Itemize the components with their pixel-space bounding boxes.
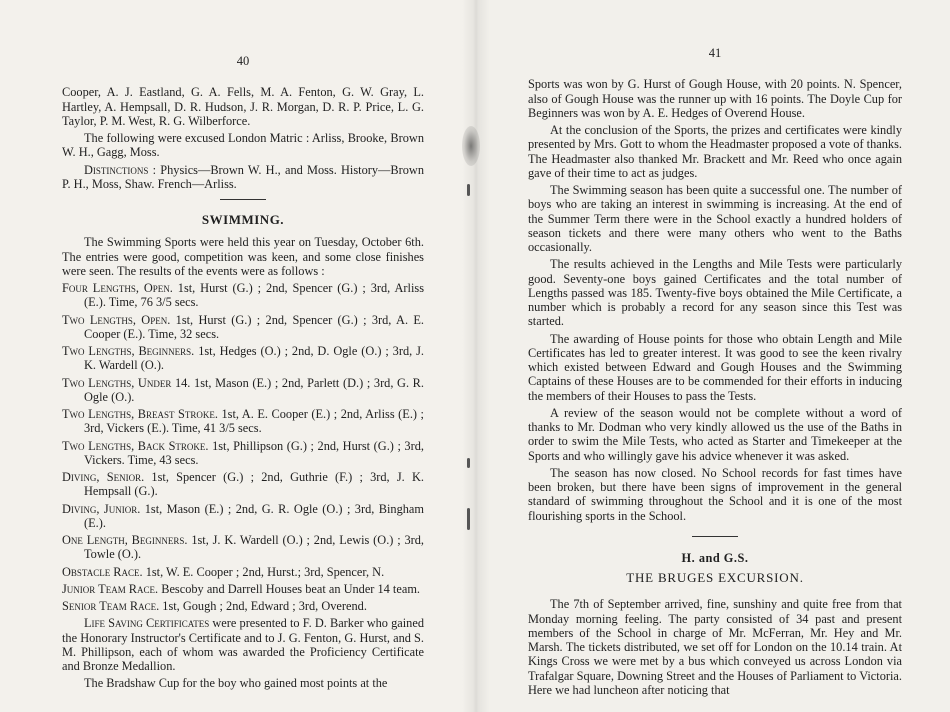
- event-result: [62, 439, 424, 468]
- divider: [692, 536, 738, 537]
- life-saving-paragraph: [62, 616, 424, 673]
- paragraph: The following were excused London Matric : Arliss, Brooke, Brown W. H., Gagg, Moss.: [62, 131, 424, 160]
- section-title: SWIMMING.: [201, 212, 285, 227]
- binding-mark: [467, 184, 470, 196]
- paragraph: The Bradshaw Cup for the boy who gained most points at the: [84, 676, 388, 691]
- distinctions-label: Distinctions :: [84, 162, 157, 177]
- life-saving-label: Life Saving Certificates: [84, 616, 210, 631]
- event-result: [62, 470, 424, 499]
- event-text: Bescoby and Darrell Houses beat an Under 14 team.: [161, 581, 421, 596]
- event-result: [62, 565, 424, 579]
- binding-mark: [467, 458, 470, 468]
- right-page: [476, 0, 950, 712]
- page-number: 40: [236, 54, 250, 68]
- paragraph: The Swimming Sports were held this year on Tuesday, October 6th. The entries were good, competition was keen, and some close finishes were seen. The results of the events were as follows :: [62, 235, 424, 278]
- divider: [220, 199, 266, 200]
- event-result: [62, 533, 424, 562]
- event-label: Junior Team Race.: [62, 581, 159, 596]
- event-result: [62, 407, 424, 436]
- event-result: [62, 599, 424, 613]
- event-list: [62, 281, 424, 613]
- paragraph: The Swimming season has been quite a successful one. The number of boys who are taking an interest in swimming is increasing. At the end of the Summer Term there were in the School exactly a hundred holders of season tickets and there were many others who went to the Baths occasionally.: [528, 183, 902, 254]
- event-label: Two Lengths, Breast Stroke.: [62, 407, 218, 421]
- event-text: 1st, Spencer (G.) ; 2nd, Guthrie (F.) ; 3rd, J. K. Hempsall (G.).: [84, 470, 425, 499]
- event-text: 1st, Mason (E.) ; 2nd, G. R. Ogle (O.) ; 3rd, Bingham (E.).: [84, 501, 424, 530]
- paragraph: The awarding of House points for those who obtain Length and Mile Certificates has led to greater interest. It was good to see the keen rivalry which existed between Edward and Gough Houses and the Swimming Captains of these Houses are to be commended for their efforts in inducing the members of their Houses to pass the Tests.: [528, 331, 902, 403]
- excursion-title: THE BRUGES EXCURSION.: [626, 570, 804, 585]
- paragraph: Sports was won by G. Hurst of Gough House, with 20 points. N. Spencer, also of Gough House was the runner up with 16 points. The Doyle Cup for Beginners was won by A. E. Hedges of Overend House.: [528, 77, 902, 120]
- life-saving-text: were presented to F. D. Barker who gained the Honorary Instructor's Certificate and to J. G. Fenton, G. Hurst, and S. M. Phillipson, each of whom was awarded the Proficiency Certificate and Bronze Medallion.: [62, 616, 425, 673]
- event-text: 1st, Hurst (G.) ; 2nd, Spencer (G.) ; 3rd, Arliss (E.). Time, 76 3/5 secs.: [84, 281, 424, 310]
- event-text: 1st, J. K. Wardell (O.) ; 2nd, Lewis (O.) ; 3rd, Towle (O.).: [84, 533, 424, 562]
- event-text: 1st, W. E. Cooper ; 2nd, Hurst.; 3rd, Spencer, N.: [145, 564, 385, 579]
- paragraph: Cooper, A. J. Eastland, G. A. Fells, M. A. Fenton, G. W. Gray, L. Hartley, A. Hempsall, D. R. Hudson, J. R. Morgan, D. R. P. Price, L. G. Taylor, P. M. West, R. G. Wilberforce.: [62, 85, 424, 128]
- event-result: [62, 376, 424, 405]
- event-text: 1st, Gough ; 2nd, Edward ; 3rd, Overend.: [162, 599, 367, 613]
- paragraph: At the conclusion of the Sports, the prizes and certificates were kindly presented by Mrs. Gott to whom the Headmaster proposed a vote of thanks. The Headmaster also thanked Mr. Brackett and Mr. Reed who once again gave of their time to act as judges.: [528, 123, 902, 180]
- event-result: [62, 502, 424, 531]
- paragraph: The 7th of September arrived, fine, sunshiny and quite free from that Monday morning feeling. The party consisted of 34 past and present members of the School in charge of Mr. McFerran, Mr. Hey and Mr. Marsh. The tickets distributed, we set off for London on the 10.14 train. At Kings Cross we were met by a bus which conveyed us across London via Trafalgar Square, Downing Street and the Houses of Parliament to Victoria. Here we had luncheon after noticing that: [528, 597, 902, 697]
- event-label: Two Lengths, Under 14.: [62, 375, 191, 390]
- paragraph: The results achieved in the Lengths and Mile Tests were particularly good. Seventy-one boys gained Certificates and the total number of Lengths passed was 185. Twenty-five boys obtained the Mile Certificate, a number which is probably a record for any season since this Test was started.: [528, 257, 902, 329]
- event-label: Two Lengths, Back Stroke.: [62, 438, 209, 453]
- event-label: Four Lengths, Open.: [62, 281, 173, 295]
- gutter-smudge: [462, 126, 480, 166]
- event-text: 1st, Mason (E.) ; 2nd, Parlett (D.) ; 3rd, G. R. Ogle (O.).: [84, 375, 425, 404]
- event-result: [62, 281, 424, 310]
- event-label: Two Lengths, Open.: [62, 312, 171, 327]
- distinctions-text: Physics—Brown W. H., and Moss. History—Brown P. H., Moss, Shaw. French—Arliss.: [62, 162, 424, 191]
- distinctions-paragraph: [62, 163, 424, 192]
- paragraph: The season has now closed. No School records for fast times have been broken, but there have been signs of improvement in the general standard of swimming throughout the School and it is one of the most flourishing sports in the School.: [528, 465, 902, 523]
- event-text: 1st, Phillipson (G.) ; 2nd, Hurst (G.) ; 3rd, Vickers. Time, 43 secs.: [84, 438, 424, 467]
- page-number: 41: [708, 46, 722, 60]
- event-label: One Length, Beginners.: [62, 533, 188, 547]
- event-result: [62, 582, 424, 596]
- event-label: Obstacle Race.: [62, 564, 143, 579]
- event-text: 1st, Hedges (O.) ; 2nd, D. Ogle (O.) ; 3rd, J. K. Wardell (O.).: [84, 344, 424, 373]
- binding-mark: [467, 508, 470, 530]
- event-label: Diving, Junior.: [62, 501, 141, 516]
- event-label: Two Lengths, Beginners.: [62, 344, 195, 358]
- book-gutter: [462, 0, 490, 712]
- paragraph: A review of the season would not be complete without a word of thanks to Mr. Dodman who very kindly allowed us the use of the Baths in order to swim the Mile Tests, who acted as Starter and Timekeeper at the Sports and who willingly gave his advice whenever it was asked.: [528, 405, 902, 463]
- event-result: [62, 313, 424, 342]
- event-result: [62, 344, 424, 373]
- event-text: 1st, A. E. Cooper (E.) ; 2nd, Arliss (E.) ; 3rd, Vickers (E.). Time, 41 3/5 secs.: [84, 407, 424, 436]
- event-label: Senior Team Race.: [62, 599, 160, 613]
- event-label: Diving, Senior.: [62, 470, 145, 484]
- event-text: 1st, Hurst (G.) ; 2nd, Spencer (G.) ; 3rd, A. E. Cooper (E.). Time, 32 secs.: [84, 312, 424, 341]
- section-title: H. and G.S.: [681, 550, 749, 565]
